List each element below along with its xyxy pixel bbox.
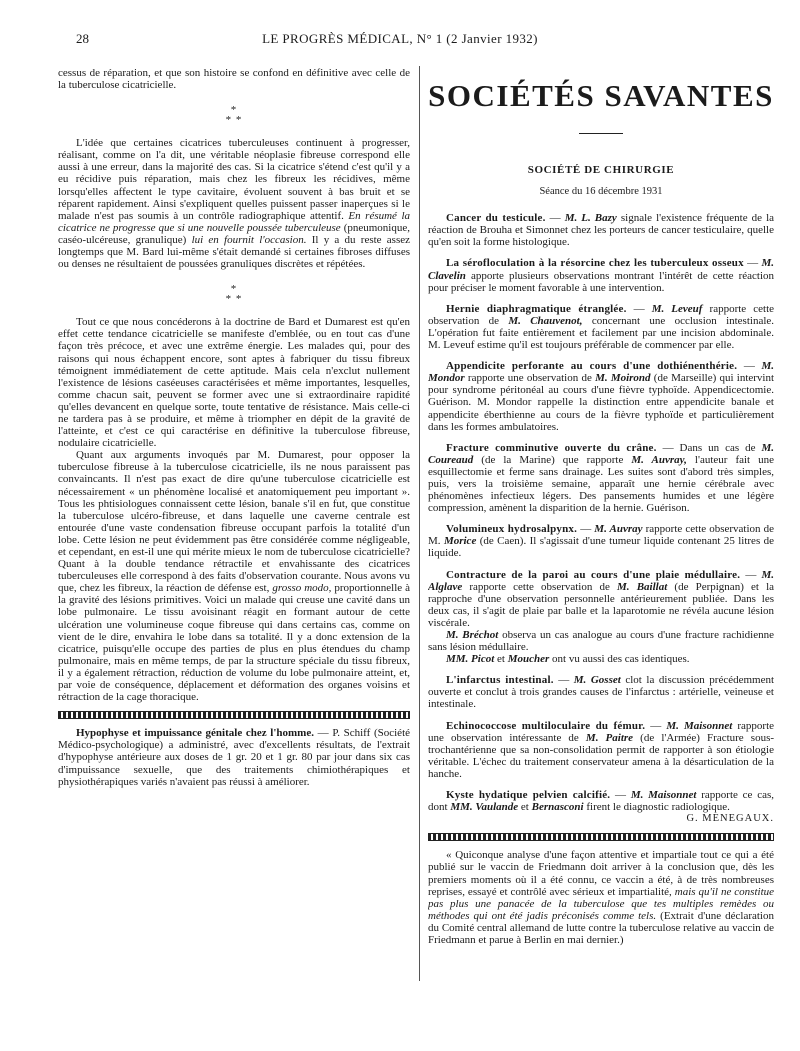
entry-hernie: Hernie diaphragmatique étranglée. — M. Leveuf rapporte cette observation de M. Chauvenot, concernant une occlusion intestinale. L'opération fut faite entièrement et facilement par une incision abdominale. M. Leveuf estime qu'il est toujours préférable de commencer par elle. xyxy=(428,302,774,352)
paragraph-cicatrices-paren: (pneumonique, caséo-ulcéreuse, granulique) xyxy=(58,221,410,246)
paragraph-arguments-end: proportionnelle à la gravité des lésions primitives. Voici un malade qui creuse une cavité dans un lobe pulmonaire. Le tissu avoisinant réagit en formant autour de cette ulcération une volumineuse coque fibreuse qui dans certains cas, comme on vient de le dire, envahira le lobe dans sa totalité. Il y a donc extension de la cicatrice, puisqu'elle occupe des parties de plus en plus étendues du champ pulmonaire, mais en même temps, de par la structure spéciale du tissu fibreux, il y a également rétraction, réduction de volume du lobe pulmonaire atteint, et, par voie de conséquence, déplacement et déformation des organes voisins et rétraction de la cage thoracique. xyxy=(58,582,410,704)
author-signature: G. MENEGAUX. xyxy=(686,813,774,825)
ornamental-rule xyxy=(58,711,410,719)
entry-fracture-crane: Fracture comminutive ouverte du crâne. — Dans un cas de M. Coureaud (de la Marine) que rapporte M. Auvray, l'auteur fait une esquillectomie et ferme sans drainage. Les suites sont d'abord très simples, puis, vers la troisième semaine, apparaît une hernie cérébrale avec phénomènes infectieux légers. Des pansements humides et une légère compression, amènent la disparition de la hernie. Guérison. xyxy=(428,441,774,515)
entry-serofloculation: La sérofloculation à la résorcine chez les tuberculeux osseux — M. Clavelin apporte plusieurs observations montrant l'intérêt de cette réaction pour préciser le moment favorable à une intervention. xyxy=(428,257,774,294)
entry-contracture: Contracture de la paroi au cours d'une plaie médullaire. — M. Alglave rapporte cette observation de M. Baillat (de Perpignan) et la rapproche d'une observation personnelle antérieurement publiée. Dans les deux cas, il s'agit de plaie par balle et la laparotomie ne révéla aucune lésion viscérale. xyxy=(428,568,774,629)
paragraph-arguments-text: Quant aux arguments invoqués par M. Dumarest, pour opposer la tuberculose fibreuse à la tuberculose cicatricielle, ils ne nous paraissent pas convaincants. Il n'est pas exact de dire qu'une tuberculose cicatricielle est nécessairement « un phénomène localisé et anatomiquement peu important ». Tous les phtisiologues connaissent cette lésion, banale s'il en fut, que constitue la tuberculose ulcéro-fibreuse, et dans laquelle une caverne centrale est entourée d'une vaste condensation fibreuse occupant parfois la totalité d'un lobe. Cette lésion ne peut évidemment pas être considérée comme négligeable, et cependant, en est-il une qui mérite mieux le nom de tuberculose cicatricielle? Quant à la double tendance rétractile et envahissante des cicatrices tuberculeuses elle correspond à des faits d'observation courante. Nous avons vu que, chez les fibreux, la réaction de défense est, xyxy=(58,449,410,595)
italic-resume: En résumé la cicatrice ne progresse que si une nouvelle poussée tuberculeuse xyxy=(58,209,410,234)
entry-hydrosalpynx: Volumineux hydrosalpynx. — M. Auvray rapporte cette observation de M. Morice (de Caen). Il s'agissait d'une tumeur liquide contenant 25 litres de liquide. xyxy=(428,523,774,560)
page-header xyxy=(60,31,740,51)
quote-friedmann: « Quiconque analyse d'une façon attentive et impartiale tout ce qui a été publié sur le vaccin de Friedmann doit arriver à la conclusion que, dès les premiers moments où il a été connu, ce vaccin a été, à de très nombreuses reprises, essayé et contrôlé avec sérieux et impartialité, mais qu'il ne constitue pas plus une panacée de la tuberculose que tes multiples remèdes ou méthodes qui ont été jadis préconisés comme tels. (Extrait d'une déclaration du Comité central allemand de lutte contre la tuberculose relative au vaccin de Friedmann et parue à Berlin en mai dernier.) xyxy=(428,849,774,946)
session-date: Séance du 16 décembre 1931 xyxy=(539,186,663,198)
entry-picot: MM. Picot et Moucher ont vu aussi des cas identiques. xyxy=(446,653,690,666)
hypophyse-text: — P. Schiff (Société Médico-psychologique) a administré, avec d'excellents résultats, de l'extrait d'hypophyse antérieure aux doses de 1 gr. 20 et 1 gr. 80 par jour dans six cas d'impuissance sexuelle, que des traitements chimiothérapiques et physiothérapiques variés n'avaient pas réussi à améliorer. xyxy=(58,727,410,788)
italic-grosso-modo: grosso modo, xyxy=(272,582,332,595)
entry-appendicite: Appendicite perforante au cours d'une dothiénenthérie. — M. Mondor rapporte une observation de M. Moirond (de Marseille) qui intervint pour syndrome péritonéal au cours d'une fièvre typhoïde. Appendicectomie. Guérison. M. Mondor rappelle la distinction entre appendicite banale et appendicite éberthienne au cours de la fièvre typhoïde et particulièrement dans les formes ambulatoires. xyxy=(428,360,774,433)
paragraph-cicatrices-text: L'idée que certaines cicatrices tuberculeuses continuent à progresser, réalisant, comme on l'a dit, une véritable néoplasie fibreuse correspond elle aussi à une erreur, dans la majorité des cas. Si la cicatrice s'étend c'est qu'il y a eu récidive puis réparation, mais chez les fibreux les récidives, même lorsqu'elles affectent le type cavitaire, évoluent souvent à bas bruit et se réparent rapidement. Ainsi s'expliquent quelles puissent passer inaperçues si le malade n'est pas soumis à un contrôle radiographique attentif. xyxy=(58,137,410,222)
italic-occasion: lui en fournit l'occasion. xyxy=(191,233,307,246)
paragraph-doctrine: Tout ce que nous concéderons à la doctrine de Bard et Dumarest est qu'en effet cette tendance cicatricielle se manifeste d'emblée, ou en tout cas d'une façon très précoce, et avec une extrême énergie. Les malades qui, pour des raisons qui nous échappent encore, sont aptes à fabriquer du tissu fibreux témoignent immédiatement de cette aptitude. Mais cela n'exclut nullement l'existence de lésions caséeuses caractérisées et même importantes, lesquelles, comme chacun sait, peuvent se former avec une si extraordinaire rapidité qu'elles devancent en quelque sorte, toute tentative de résistance. Mais celle-ci ne tardera pas à se produire, et même à triompher en dépit de la gravité de l'atteinte, et c'est ce qui caractérise en définitive la tuberculose fibreuse, nodulaire cicatricielle. xyxy=(58,316,410,450)
society-heading: SOCIÉTÉ DE CHIRURGIE xyxy=(527,164,675,176)
paragraph-cicatrices-end: Il y a du reste assez longtemps que M. Bard lui-même s'était demandé si certaines fibroses diffuses ou denses ne résultaient de poussées granuliques discrètes et répétées. xyxy=(58,233,410,271)
entry-brechot: M. Bréchot observa un cas analogue au cours d'une fracture rachidienne sans lésion médullaire. xyxy=(428,629,774,654)
page-number: 28 xyxy=(76,31,89,46)
entry-kyste: Kyste hydatique pelvien calcifié. — M. Maisonnet rapporte ce cas, dont MM. Vaulande et Bernasconi firent le diagnostic radiologique. xyxy=(428,789,774,814)
entry-echinococcose: Echinococcose multiloculaire du fémur. — M. Maisonnet rapporte une observation intéressante de M. Paitre (de l'Armée) Fracture sous-trochantérienne que sa non-consolidation permit de rapporter à son étiologie véritable. L'échec du traitement conservateur amena à la désarticulation de la hanche. xyxy=(428,719,774,780)
column-divider xyxy=(419,66,420,981)
paragraph-continuation: cessus de réparation, et que son histoire se confond en définitive avec celle de la tuberculose cicatricielle. xyxy=(58,67,410,92)
right-column xyxy=(428,67,774,1002)
ornamental-rule-right xyxy=(428,833,774,841)
paragraph-arguments xyxy=(58,449,410,703)
paragraph-hypophyse xyxy=(58,727,410,787)
asterism: * * * xyxy=(225,104,243,127)
asterism-2: * * * xyxy=(225,283,243,306)
paragraph-cicatrices xyxy=(58,137,410,270)
hypophyse-title: Hypophyse et impuissance génitale chez l'homme. xyxy=(76,727,314,740)
running-title: LE PROGRÈS MÉDICAL, N° 1 (2 Janvier 1932) xyxy=(262,31,538,46)
left-column xyxy=(58,67,410,1002)
section-title: SOCIÉTÉS SAVANTES xyxy=(428,78,774,113)
title-rule xyxy=(579,133,623,134)
entry-infarctus: L'infarctus intestinal. — M. Gosset clot la discussion précédemment ouverte et conclut à trois grandes causes de l'infarctus : artérielle, veineuse et intestinale. xyxy=(428,674,774,711)
entry-cancer-testicule: Cancer du testicule. — M. L. Bazy signale l'existence fréquente de la réaction de Brouha et Simonnet chez les porteurs de cancer testiculaire, quelle qu'en soit la forme histologique. xyxy=(428,212,774,249)
